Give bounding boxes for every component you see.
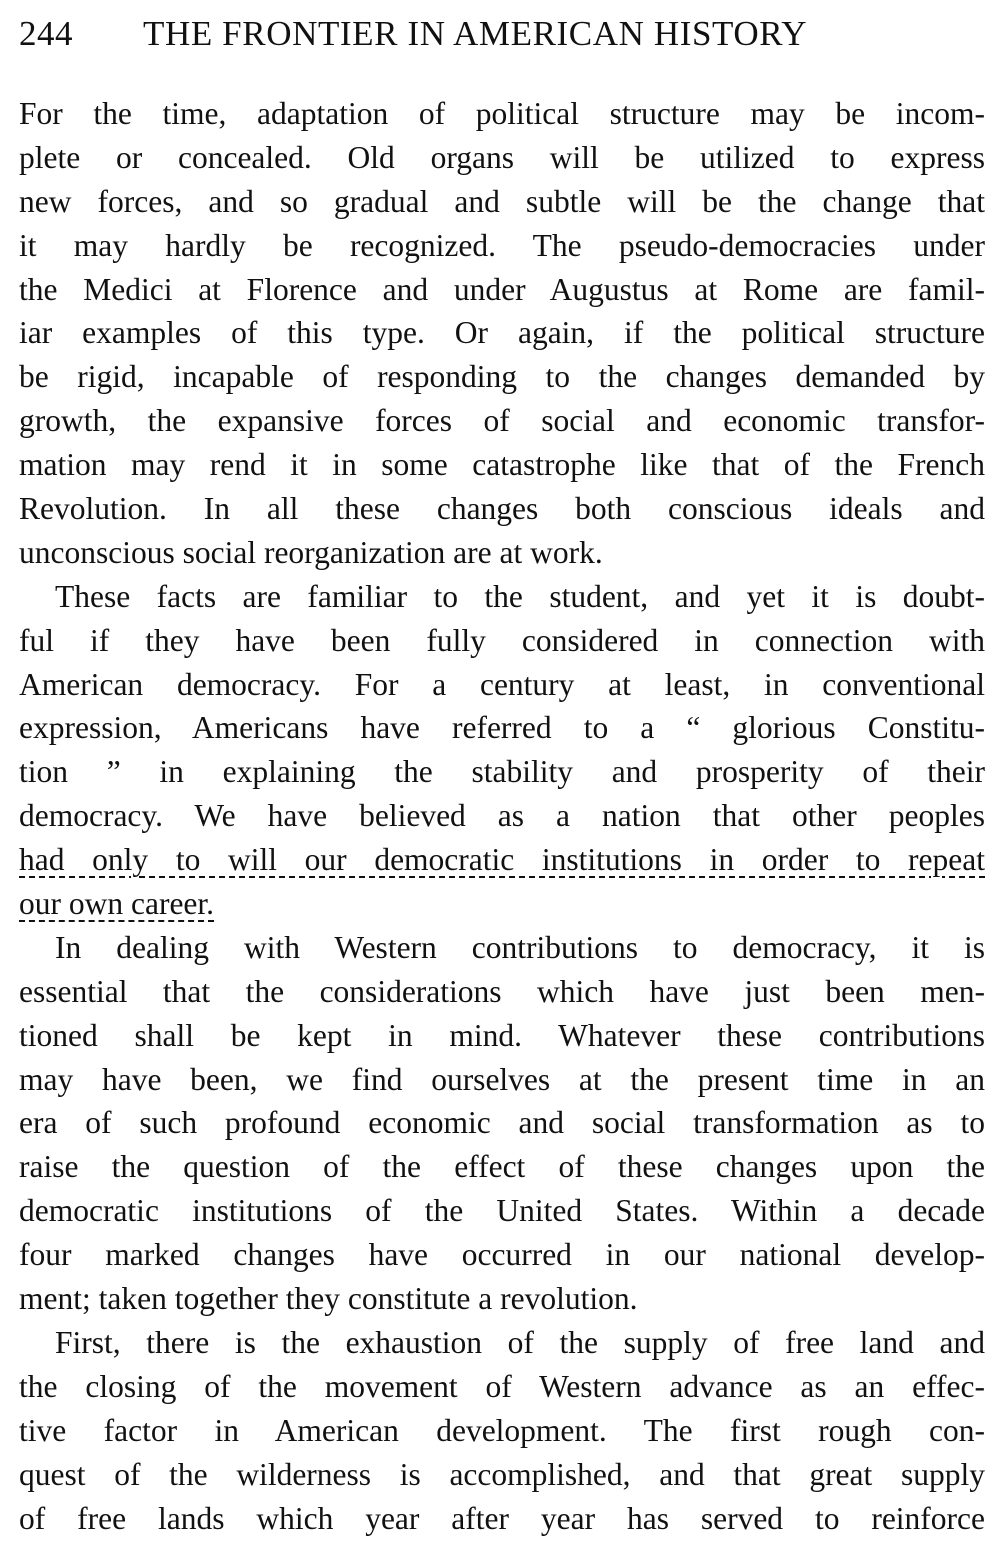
text-line: unconscious social reorganization are at work. <box>19 534 603 570</box>
text-line: These facts are familiar to the student, and yet it is doubt- <box>55 578 985 614</box>
text-line: First, there is the exhaustion of the supply of free land and <box>55 1324 985 1360</box>
text-line: democratic institutions of the United States. Within a decade <box>19 1193 985 1229</box>
text-line: the Medici at Florence and under Augustus at Rome are famil- <box>19 271 985 307</box>
text-line: iar examples of this type. Or again, if the political structure <box>19 315 985 351</box>
text-line: plete or concealed. Old organs will be utilized to express <box>19 139 985 175</box>
text-line: In dealing with Western contributions to democracy, it is <box>55 929 985 965</box>
paragraph-3 <box>19 926 985 1321</box>
text-line: expression, Americans have referred to a “ glorious Constitu- <box>19 710 985 746</box>
text-line: democracy. We have believed as a nation that other peoples <box>19 798 985 834</box>
text-line: ful if they have been fully considered in connection with <box>19 622 985 658</box>
text-line: tive factor in American development. The first rough con- <box>19 1412 985 1448</box>
text-line: may have been, we find ourselves at the present time in an <box>19 1061 985 1097</box>
text-line: Revolution. In all these changes both conscious ideals and <box>19 491 985 527</box>
text-line: raise the question of the effect of these changes upon the <box>19 1149 985 1185</box>
text-line: tioned shall be kept in mind. Whatever these contributions <box>19 1017 985 1053</box>
text-line: new forces, and so gradual and subtle will be the change that <box>19 183 985 219</box>
paragraph-2 <box>19 575 985 926</box>
paragraph-4 <box>19 1321 985 1540</box>
text-line: of free lands which year after year has served to reinforce <box>19 1500 985 1536</box>
page-number: 244 <box>19 14 73 53</box>
book-page <box>19 14 985 1540</box>
paragraph-1 <box>19 92 985 575</box>
text-line: it may hardly be recognized. The pseudo-democracies under <box>19 227 985 263</box>
text-line: era of such profound economic and social transformation as to <box>19 1105 985 1141</box>
text-line: four marked changes have occurred in our national develop- <box>19 1237 985 1273</box>
underlined-text-line: had only to will our democratic institutions in order to repeat <box>19 842 985 878</box>
running-title: THE FRONTIER IN AMERICAN HISTORY <box>143 14 808 53</box>
underlined-text-line: our own career. <box>19 886 215 922</box>
text-line: quest of the wilderness is accomplished, and that great supply <box>19 1456 985 1492</box>
text-line: be rigid, incapable of responding to the changes demanded by <box>19 359 985 395</box>
text-line: ment; taken together they constitute a revolution. <box>19 1281 638 1317</box>
text-line: the closing of the movement of Western advance as an effec- <box>19 1368 985 1404</box>
text-line: tion ” in explaining the stability and prosperity of their <box>19 754 985 790</box>
text-line: growth, the expansive forces of social and economic transfor- <box>19 403 985 439</box>
text-line: essential that the considerations which have just been men- <box>19 973 985 1009</box>
page-header <box>19 14 985 54</box>
text-line: For the time, adaptation of political structure may be incom- <box>19 96 985 131</box>
text-line: American democracy. For a century at least, in conventional <box>19 666 985 702</box>
text-line: mation may rend it in some catastrophe like that of the French <box>19 447 985 483</box>
